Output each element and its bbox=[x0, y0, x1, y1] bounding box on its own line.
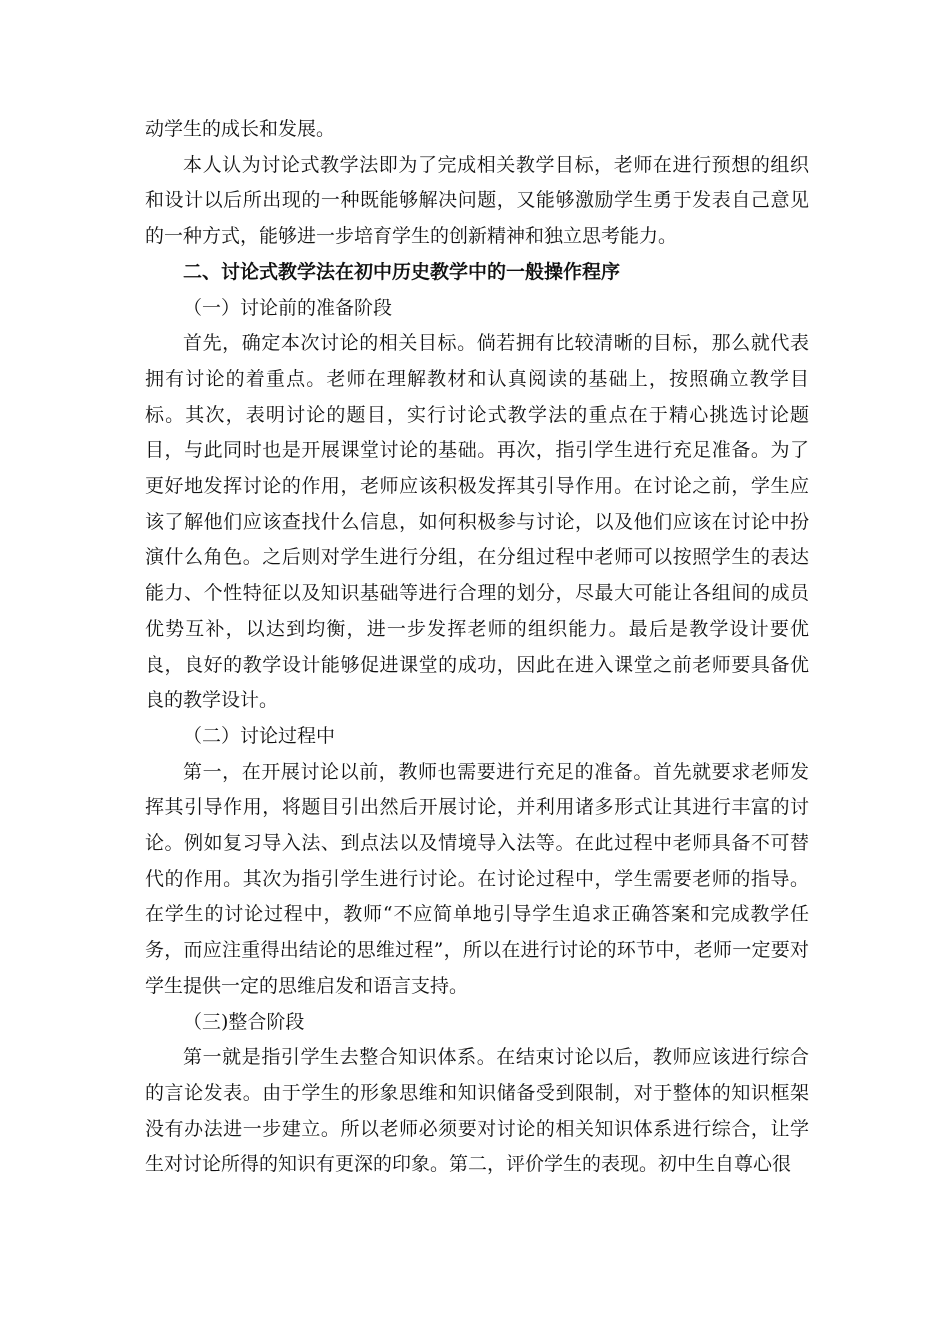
subsection-heading-2: （二）讨论过程中 bbox=[183, 724, 336, 747]
paragraph-definition: 本人认为讨论式教学法即为了完成相关教学目标，老师在进行预想的组织和设计以后所出现的一种既能够解决问题，又能够激励学生勇于发表自己意见的一种方式，能够进一步培育学生的创新精神和独立思考能力。 bbox=[145, 153, 809, 248]
subsection-heading-3: （三)整合阶段 bbox=[183, 1010, 305, 1033]
paragraph-preparation: 首先，确定本次讨论的相关目标。倘若拥有比较清晰的目标，那么就代表拥有讨论的着重点。老师在理解教材和认真阅读的基础上，按照确立教学目标。其次，表明讨论的题目，实行讨论式教学法的重点在于精心挑选讨论题目，与此同时也是开展课堂讨论的基础。再次，指引学生进行充足准备。为了更好地发挥讨论的作用，老师应该积极发挥其引导作用。在讨论之前，学生应该了解他们应该查找什么信息，如何积极参与讨论，以及他们应该在讨论中扮演什么角色。之后则对学生进行分组，在分组过程中老师可以按照学生的表达能力、个性特征以及知识基础等进行合理的划分，尽最大可能让各组间的成员优势互补，以达到均衡，进一步发挥老师的组织能力。最后是教学设计要优良，良好的教学设计能够促进课堂的成功，因此在进入课堂之前老师要具备优良的教学设计。 bbox=[145, 332, 809, 712]
document-body bbox=[145, 112, 809, 1183]
paragraph-discussion-process: 第一，在开展讨论以前，教师也需要进行充足的准备。首先就要求老师发挥其引导作用，将题目引出然后开展讨论，并利用诸多形式让其进行丰富的讨论。例如复习导入法、到点法以及情境导入法等。在此过程中老师具备不可替代的作用。其次为指引学生进行讨论。在讨论过程中，学生需要老师的指导。在学生的讨论过程中，教师“不应简单地引导学生追求正确答案和完成教学任务，而应注重得出结论的思维过程”，所以在进行讨论的环节中，老师一定要对学生提供一定的思维启发和语言支持。 bbox=[145, 760, 809, 997]
section-heading-2: 二、讨论式教学法在初中历史教学中的一般操作程序 bbox=[183, 260, 621, 283]
paragraph-integration: 第一就是指引学生去整合知识体系。在结束讨论以后，教师应该进行综合的言论发表。由于学生的形象思维和知识储备受到限制，对于整体的知识框架没有办法进一步建立。所以老师必须要对讨论的相关知识体系进行综合，让学生对讨论所得的知识有更深的印象。第二，评价学生的表现。初中生自尊心很 bbox=[145, 1046, 809, 1176]
subsection-heading-1: （一）讨论前的准备阶段 bbox=[183, 296, 393, 319]
paragraph-continued: 动学生的成长和发展。 bbox=[145, 118, 336, 140]
